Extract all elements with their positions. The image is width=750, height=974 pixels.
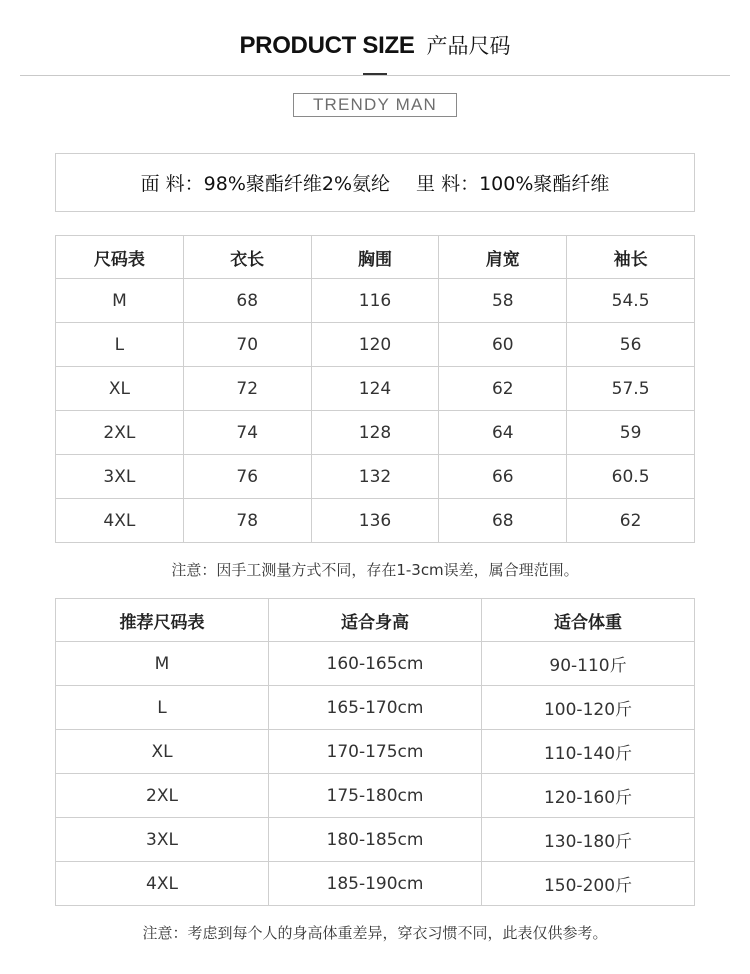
weight-cell: 90-110斤 <box>482 642 695 686</box>
size-cell: 2XL <box>56 411 184 455</box>
shoulder-cell: 64 <box>439 411 567 455</box>
sleeve-cell: 62 <box>567 499 695 543</box>
height-cell: 170-175cm <box>269 730 482 774</box>
size-cell: XL <box>56 730 269 774</box>
size-cell: 4XL <box>56 499 184 543</box>
table-row <box>56 455 695 499</box>
length-cell: 74 <box>183 411 311 455</box>
table-row <box>56 862 695 906</box>
sleeve-cell: 54.5 <box>567 279 695 323</box>
sleeve-cell: 59 <box>567 411 695 455</box>
chest-cell: 128 <box>311 411 439 455</box>
table-row <box>56 818 695 862</box>
title-chinese: 产品尺码 <box>426 34 511 58</box>
chest-cell: 132 <box>311 455 439 499</box>
table-row <box>56 279 695 323</box>
recommend-chart-table <box>55 598 695 906</box>
header-cell: 尺码表 <box>56 236 184 279</box>
table-row <box>56 367 695 411</box>
size-cell: XL <box>56 367 184 411</box>
chest-cell: 124 <box>311 367 439 411</box>
fabric-info <box>55 153 695 212</box>
page-title <box>0 30 750 60</box>
table-row <box>56 730 695 774</box>
divider-accent <box>363 73 387 75</box>
table-row <box>56 686 695 730</box>
length-cell: 70 <box>183 323 311 367</box>
weight-cell: 130-180斤 <box>482 818 695 862</box>
table-header-row <box>56 599 695 642</box>
height-cell: 185-190cm <box>269 862 482 906</box>
size-cell: L <box>56 323 184 367</box>
title-divider <box>20 75 730 76</box>
header-cell: 胸围 <box>311 236 439 279</box>
header-cell: 衣长 <box>183 236 311 279</box>
size-cell: L <box>56 686 269 730</box>
height-cell: 175-180cm <box>269 774 482 818</box>
weight-cell: 120-160斤 <box>482 774 695 818</box>
fabric-lining: 里 料：100%聚酯纤维 <box>416 173 610 195</box>
size-cell: 2XL <box>56 774 269 818</box>
table-row <box>56 499 695 543</box>
chest-cell: 136 <box>311 499 439 543</box>
header-cell: 适合体重 <box>482 599 695 642</box>
length-cell: 68 <box>183 279 311 323</box>
fabric-outer: 面 料：98%聚酯纤维2%氨纶 <box>140 173 391 195</box>
table-row <box>56 642 695 686</box>
length-cell: 72 <box>183 367 311 411</box>
size-cell: M <box>56 279 184 323</box>
table-row <box>56 774 695 818</box>
table-row <box>56 323 695 367</box>
sleeve-cell: 57.5 <box>567 367 695 411</box>
height-cell: 180-185cm <box>269 818 482 862</box>
table-row <box>56 411 695 455</box>
sleeve-cell: 56 <box>567 323 695 367</box>
title-english: PRODUCT SIZE <box>239 32 415 59</box>
size-cell: 3XL <box>56 818 269 862</box>
brand-tag: TRENDY MAN <box>293 93 457 117</box>
header-cell: 推荐尺码表 <box>56 599 269 642</box>
sleeve-cell: 60.5 <box>567 455 695 499</box>
length-cell: 76 <box>183 455 311 499</box>
shoulder-cell: 58 <box>439 279 567 323</box>
shoulder-cell: 68 <box>439 499 567 543</box>
size-cell: 4XL <box>56 862 269 906</box>
measurement-note: 注意：因手工测量方式不同，存在1-3cm误差，属合理范围。 <box>171 561 579 579</box>
length-cell: 78 <box>183 499 311 543</box>
shoulder-cell: 66 <box>439 455 567 499</box>
size-cell: M <box>56 642 269 686</box>
table-header-row <box>56 236 695 279</box>
reference-note: 注意：考虑到每个人的身高体重差异，穿衣习惯不同，此表仅供参考。 <box>142 924 608 942</box>
height-cell: 165-170cm <box>269 686 482 730</box>
weight-cell: 150-200斤 <box>482 862 695 906</box>
size-chart-table <box>55 235 695 543</box>
height-cell: 160-165cm <box>269 642 482 686</box>
size-cell: 3XL <box>56 455 184 499</box>
shoulder-cell: 60 <box>439 323 567 367</box>
header-cell: 适合身高 <box>269 599 482 642</box>
header-cell: 袖长 <box>567 236 695 279</box>
chest-cell: 116 <box>311 279 439 323</box>
chest-cell: 120 <box>311 323 439 367</box>
weight-cell: 100-120斤 <box>482 686 695 730</box>
shoulder-cell: 62 <box>439 367 567 411</box>
header-cell: 肩宽 <box>439 236 567 279</box>
weight-cell: 110-140斤 <box>482 730 695 774</box>
